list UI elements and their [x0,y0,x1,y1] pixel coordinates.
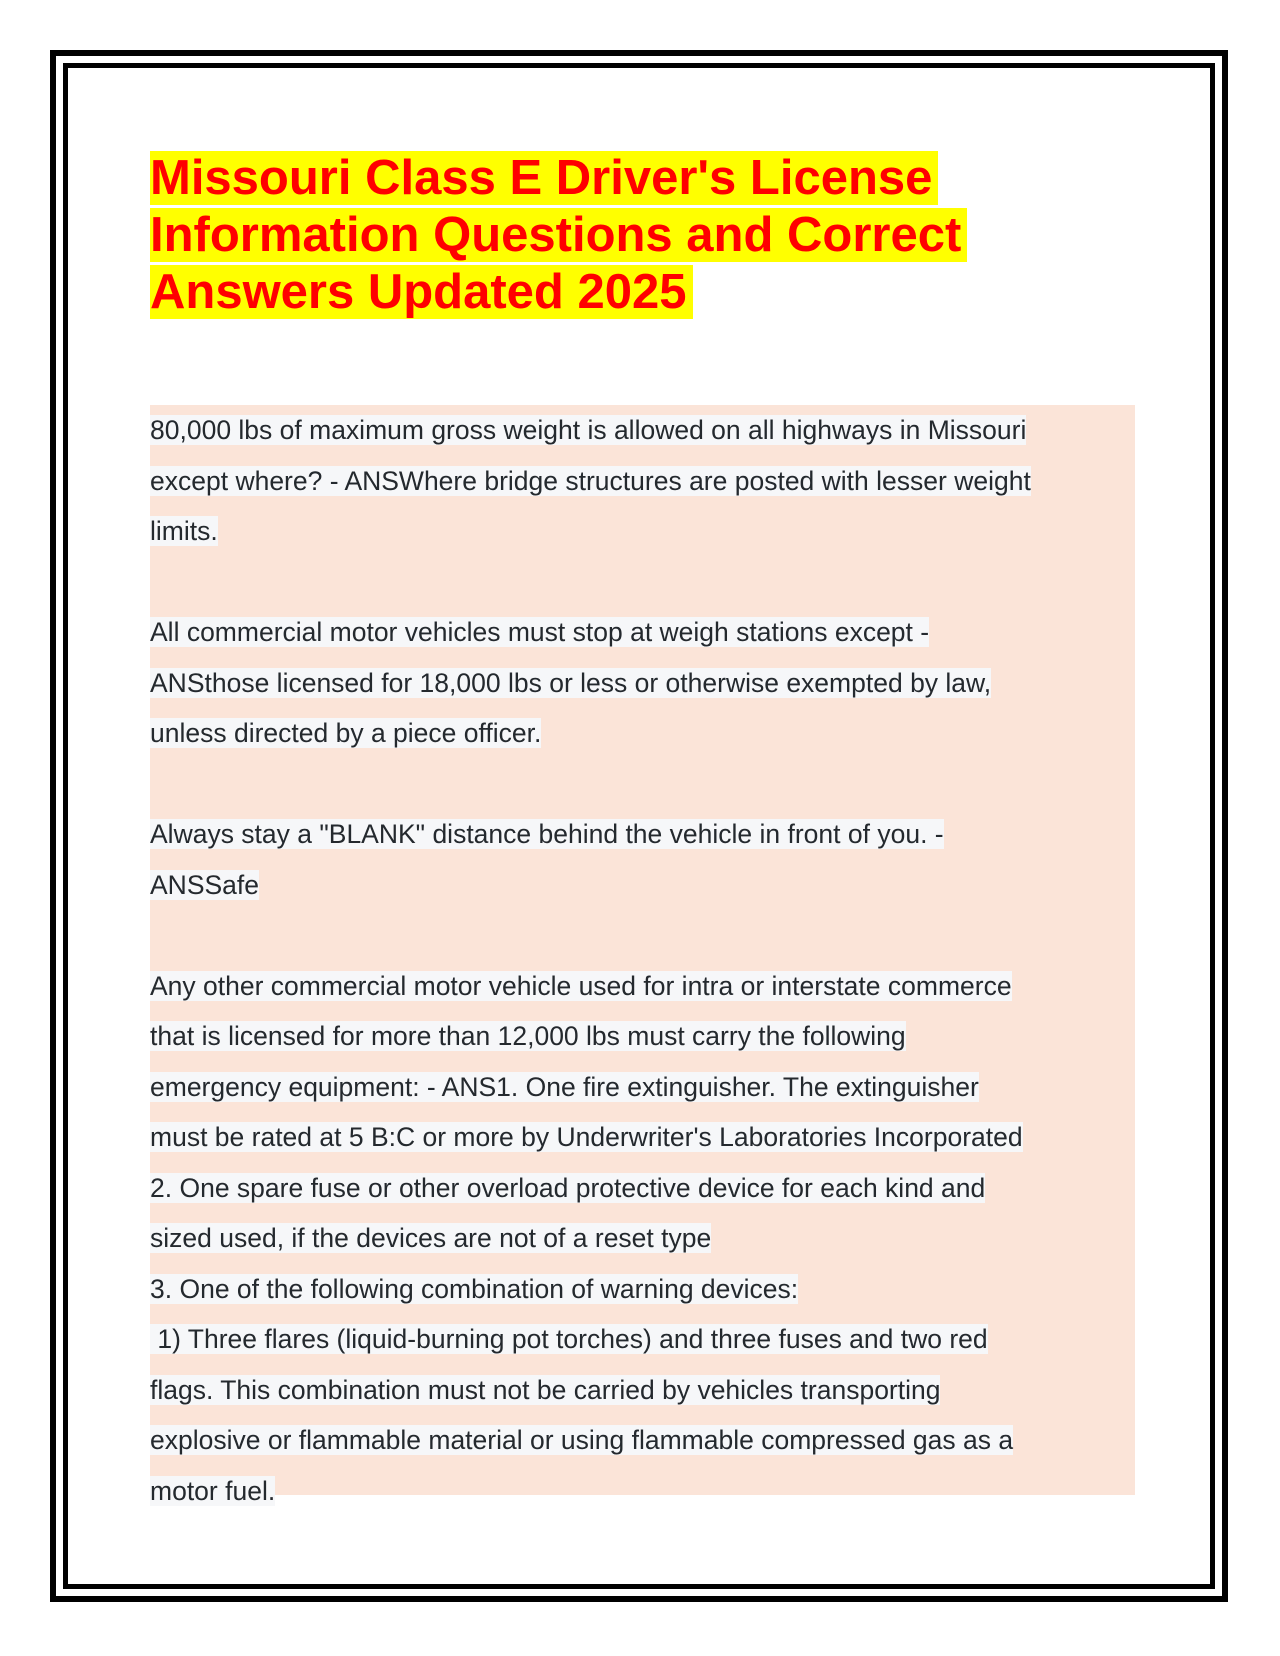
qa-line: except where? - ANSWhere bridge structures are posted with lesser weight [150,465,1031,496]
qa-line: sized used, if the devices are not of a reset type [150,1223,712,1253]
qa-item-4 [150,961,1135,1517]
qa-line: explosive or flammable material or using flammable compressed gas as a [150,1425,1014,1455]
qa-line: 3. One of the following combination of warning devices: [150,1273,799,1304]
qa-line: ANSSafe [150,869,260,900]
qa-line: 2. One spare fuse or other overload protective device for each kind and [150,1172,986,1203]
qa-line: limits. [150,516,218,546]
qa-line: unless directed by a piece officer. [150,718,542,748]
qa-line: motor fuel. [150,1475,276,1506]
qa-line: ANSthose licensed for 18,000 lbs or less or otherwise exempted by law, [150,667,992,698]
qa-line: Always stay a "BLANK" distance behind the vehicle in front of you. - [150,819,944,849]
qa-line: that is licensed for more than 12,000 lbs must carry the following [150,1021,906,1051]
document-title [150,150,1010,321]
paragraph-gap [150,759,1135,810]
paragraph-gap [150,557,1135,608]
qa-item-3 [150,809,1135,910]
qa-line: Any other commercial motor vehicle used for intra or interstate commerce [150,970,1012,1001]
qa-line: All commercial motor vehicles must stop at weigh stations except - [150,617,930,647]
qa-line: emergency equipment: - ANS1. One fire extinguisher. The extinguisher [150,1071,979,1102]
qa-item-2 [150,607,1135,759]
qa-line: must be rated at 5 B:C or more by Underwriter's Laboratories Incorporated [150,1122,1023,1152]
qa-content [150,405,1135,1506]
qa-line: 1) Three flares (liquid-burning pot torches) and three fuses and two red [150,1324,988,1354]
qa-item-1 [150,405,1135,557]
qa-line: 80,000 lbs of maximum gross weight is allowed on all highways in Missouri [150,415,1027,445]
qa-line: flags. This combination must not be carried by vehicles transporting [150,1374,941,1405]
document-title-text: Missouri Class E Driver's License Information Questions and Correct Answers Updated 2025 [150,151,967,319]
paragraph-gap [150,910,1135,961]
